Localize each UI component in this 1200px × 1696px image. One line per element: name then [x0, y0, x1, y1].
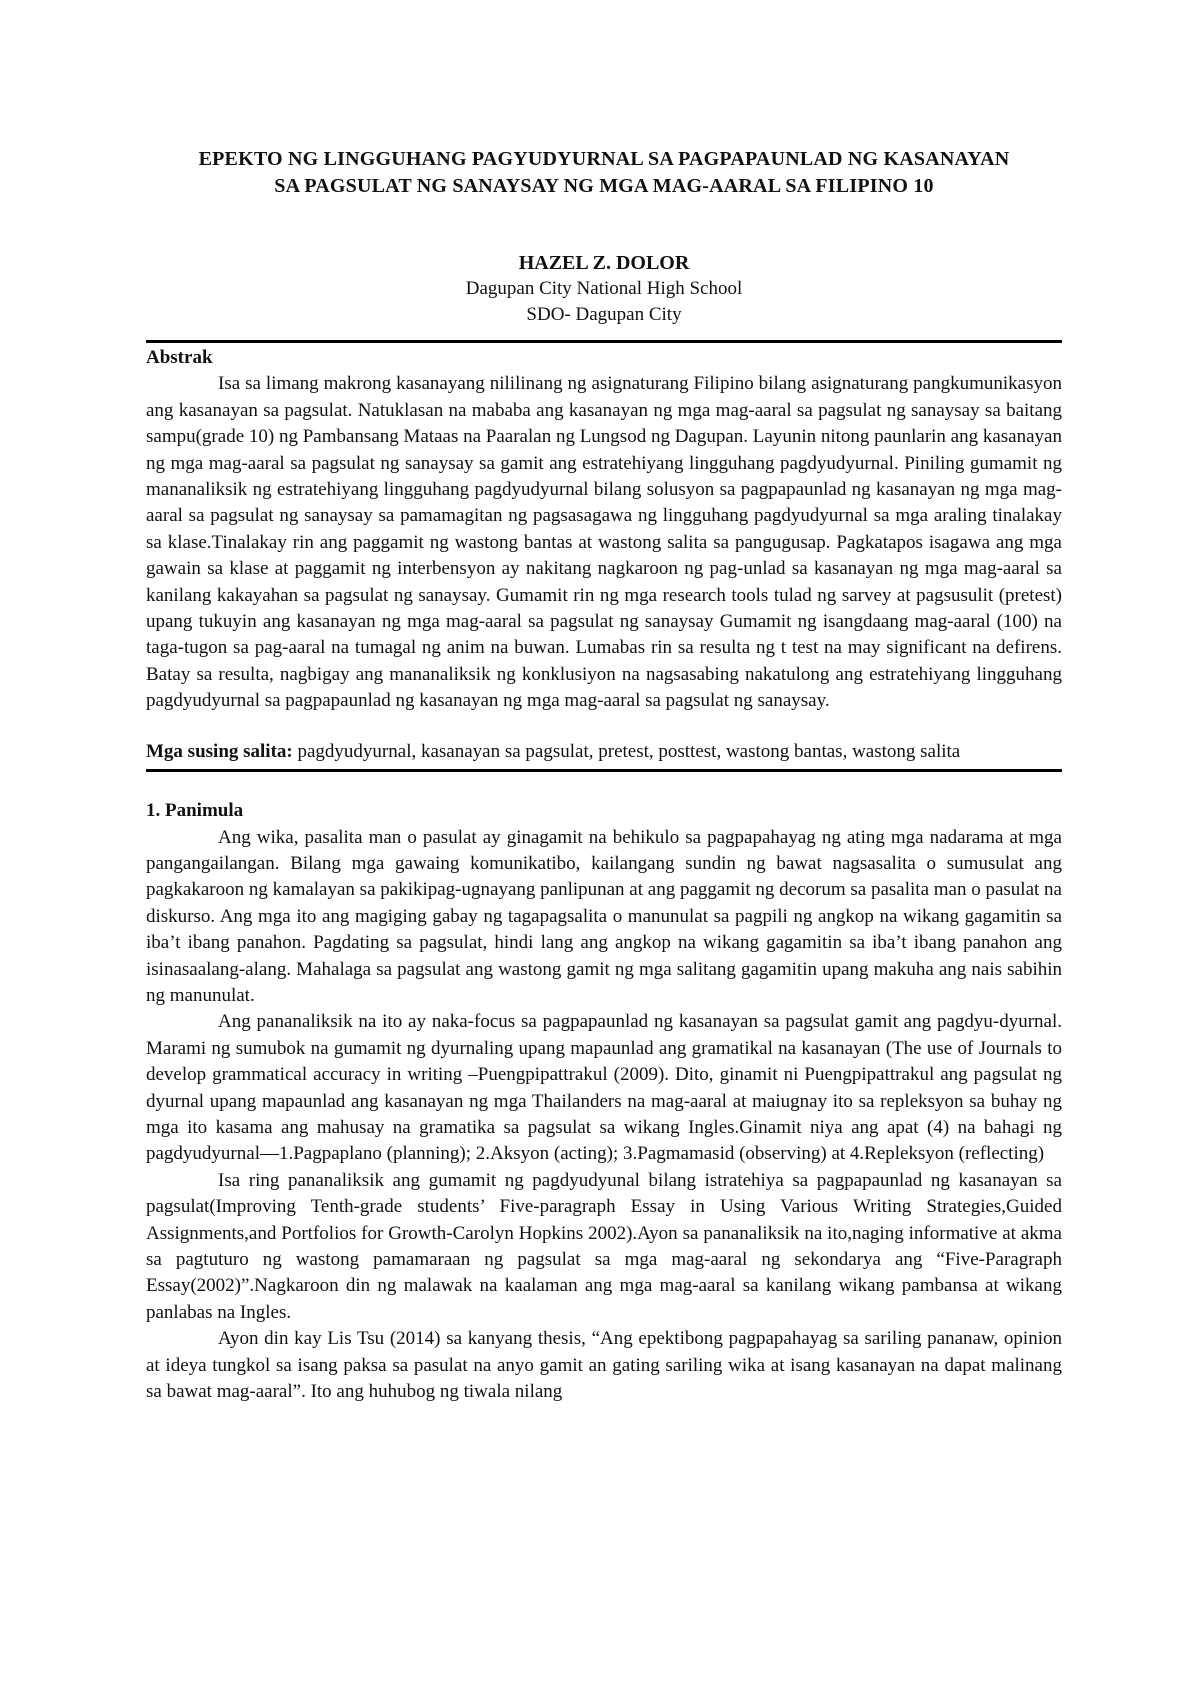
author-school: Dagupan City National High School — [465, 278, 743, 299]
abstract-heading: Abstrak — [146, 347, 213, 368]
section-heading: 1. Panimula — [146, 800, 244, 822]
abstract-bottom-rule — [146, 769, 1062, 772]
section-paragraph: Ayon din kay Lis Tsu (2014) sa kanyang thesis, “Ang epektibong pagpapahayag sa sariling pananaw, opinion at ideya tungkol sa isang paksa sa pasulat na anyo gamit an gating sariling wika at isang kasanayan na dapat malinang sa bawat mag-aaral”. Ito ang huhubog ng tiwala nilang — [146, 1328, 1062, 1403]
keywords — [146, 739, 1062, 765]
author-name: HAZEL Z. DOLOR — [518, 252, 690, 274]
abstract-text: Isa sa limang makrong kasanayang nililinang ng asignaturang Filipino bilang asignaturang pangkumunikasyon ang kasanayan sa pagsulat. Natuklasan na mababa ang kasanayan ng mga mag-aaral sa pagsulat ng sanaysay sa baitang sampu(grade 10) ng Pambansang Mataas na Paaralan ng Lungsod ng Dagupan. Layunin nitong paunlarin ang kasanayan ng mga mag-aaral sa pagsulat ng sanaysay sa gamit ang estratehiyang lingguhang pagdyudyurnal. Piniling gumamit ng mananaliksik ng estratehiyang lingguhang pagdyudyurnal bilang solusyon sa pagpapaunlad ng kasanayan ng mga mag-aaral sa pagsulat ng sanaysay sa pamamagitan ng pagsasagawa ng lingguhang pagdyudyurnal sa mga araling tinalakay sa klase.Tinalakay rin ang paggamit ng wastong bantas at wastong salita sa pangugusap. Pagkatapos isagawa ang mga gawain sa klase at paggamit ng interbensyon ay nakitang nagkaroon ng pag-unlad sa kasanayan ng mga mag-aaral sa kanilang kakayahan sa pagsulat ng sanaysay. Gumamit rin ng mga research tools tulad ng sarvey at pagsusulit (pretest) upang tukuyin ang kasanayan ng mga mag-aaral sa pagsulat ng sanaysay Gumamit ng isangdaang mag-aaral (100) na taga-tugon sa pag-aaral na tumagal ng anim na buwan. Lumabas rin sa resulta ng t test na may significant na defirens. Batay sa resulta, nagbigay ang mananaliksik ng konklusiyon na nagsasabing nakatulong ang estratehiyang lingguhang pagdyudyurnal sa pagpapaunlad ng kasanayan ng mga mag-aaral sa pagsulat ng sanaysay. — [146, 373, 1062, 712]
title-line-1: EPEKTO NG LINGGUHANG PAGYUDYURNAL SA PAGPAPAUNLAD NG KASANAYAN — [198, 148, 1010, 170]
section-panimula — [146, 798, 1062, 1405]
abstract-top-rule — [146, 340, 1062, 343]
section-paragraph: Isa ring pananaliksik ang gumamit ng pagdyudyunal bilang istratehiya sa pagpapaunlad ng kasanayan sa pagsulat(Improving Tenth-grade students’ Five-paragraph Essay in Using Various Writing Strategies,Guided Assignments,and Portfolios for Growth-Carolyn Hopkins 2002).Ayon sa pananaliksik na ito,naging informative at akma sa pagtuturo ng wastong pamamaraan ng pagsulat sa mga mag-aaral ng sekondarya ang “Five-Paragraph Essay(2002)”.Nagkaroon din ng malawak na kaalaman ang mga mag-aaral sa kanilang wikang pambansa at wikang panlabas na Ingles. — [146, 1169, 1062, 1323]
section-paragraph: Ang pananaliksik na ito ay naka-focus sa pagpapaunlad ng kasanayan sa pagsulat gamit ang pagdyu-dyurnal. Marami ng sumubok na gumamit ng dyurnaling upang mapaunlad ang gramatikal na kasanayan (The use of Journals to develop grammatical accuracy in writing –Puengpipattrakul (2009). Dito, ginamit ni Puengpipattrakul ang pagsulat ng dyurnal upang mapaunlad ang kasanayan ng mga Thailanders na mag-aaral at maiugnay ito sa repleksyon sa buhay ng mga ito kasama ang mahusay na gramatika sa pagsulat sa wikang Ingles.Ginamit niya ang apat (4) na bahagi ng pagdyudyurnal—1.Pagpaplano (planning); 2.Aksyon (acting); 3.Pagmamasid (observing) at 4.Repleksyon (reflecting) — [146, 1011, 1062, 1165]
section-paragraph: Ang wika, pasalita man o pasulat ay ginagamit na behikulo sa pagpapahayag ng ating mga nadarama at mga pangangailangan. Bilang mga gawaing komunikatibo, kailangang sundin ng bawat nagsasalita o sumusulat ang pagkakaroon ng kamalayan sa pakikipag-ugnayang panlipunan at ang paggamit ng decorum sa pasalita man o pasulat na diskurso. Ang mga ito ang magiging gabay ng tagapagsalita o manunulat sa pagpili ng angkop na wikang gagamitin sa iba’t ibang panahon. Pagdating sa pagsulat, hindi lang ang angkop na wikang gagamitin sa iba’t ibang panahon ang isinasaalang-alang. Mahalaga sa pagsulat ang wastong gamit ng mga salitang gagamitin upang makuha ang nais sabihin ng manunulat. — [146, 826, 1062, 1006]
paper-title — [146, 146, 1062, 200]
keywords-text: pagdyudyurnal, kasanayan sa pagsulat, pretest, posttest, wastong bantas, wastong salita — [292, 740, 961, 762]
title-line-2: SA PAGSULAT NG SANAYSAY NG MGA MAG-AARAL SA FILIPINO 10 — [274, 175, 934, 197]
keywords-label: Mga susing salita: — [146, 740, 293, 762]
author-division: SDO- Dagupan City — [526, 304, 682, 325]
author-block — [146, 250, 1062, 328]
abstract-section — [146, 345, 1062, 715]
